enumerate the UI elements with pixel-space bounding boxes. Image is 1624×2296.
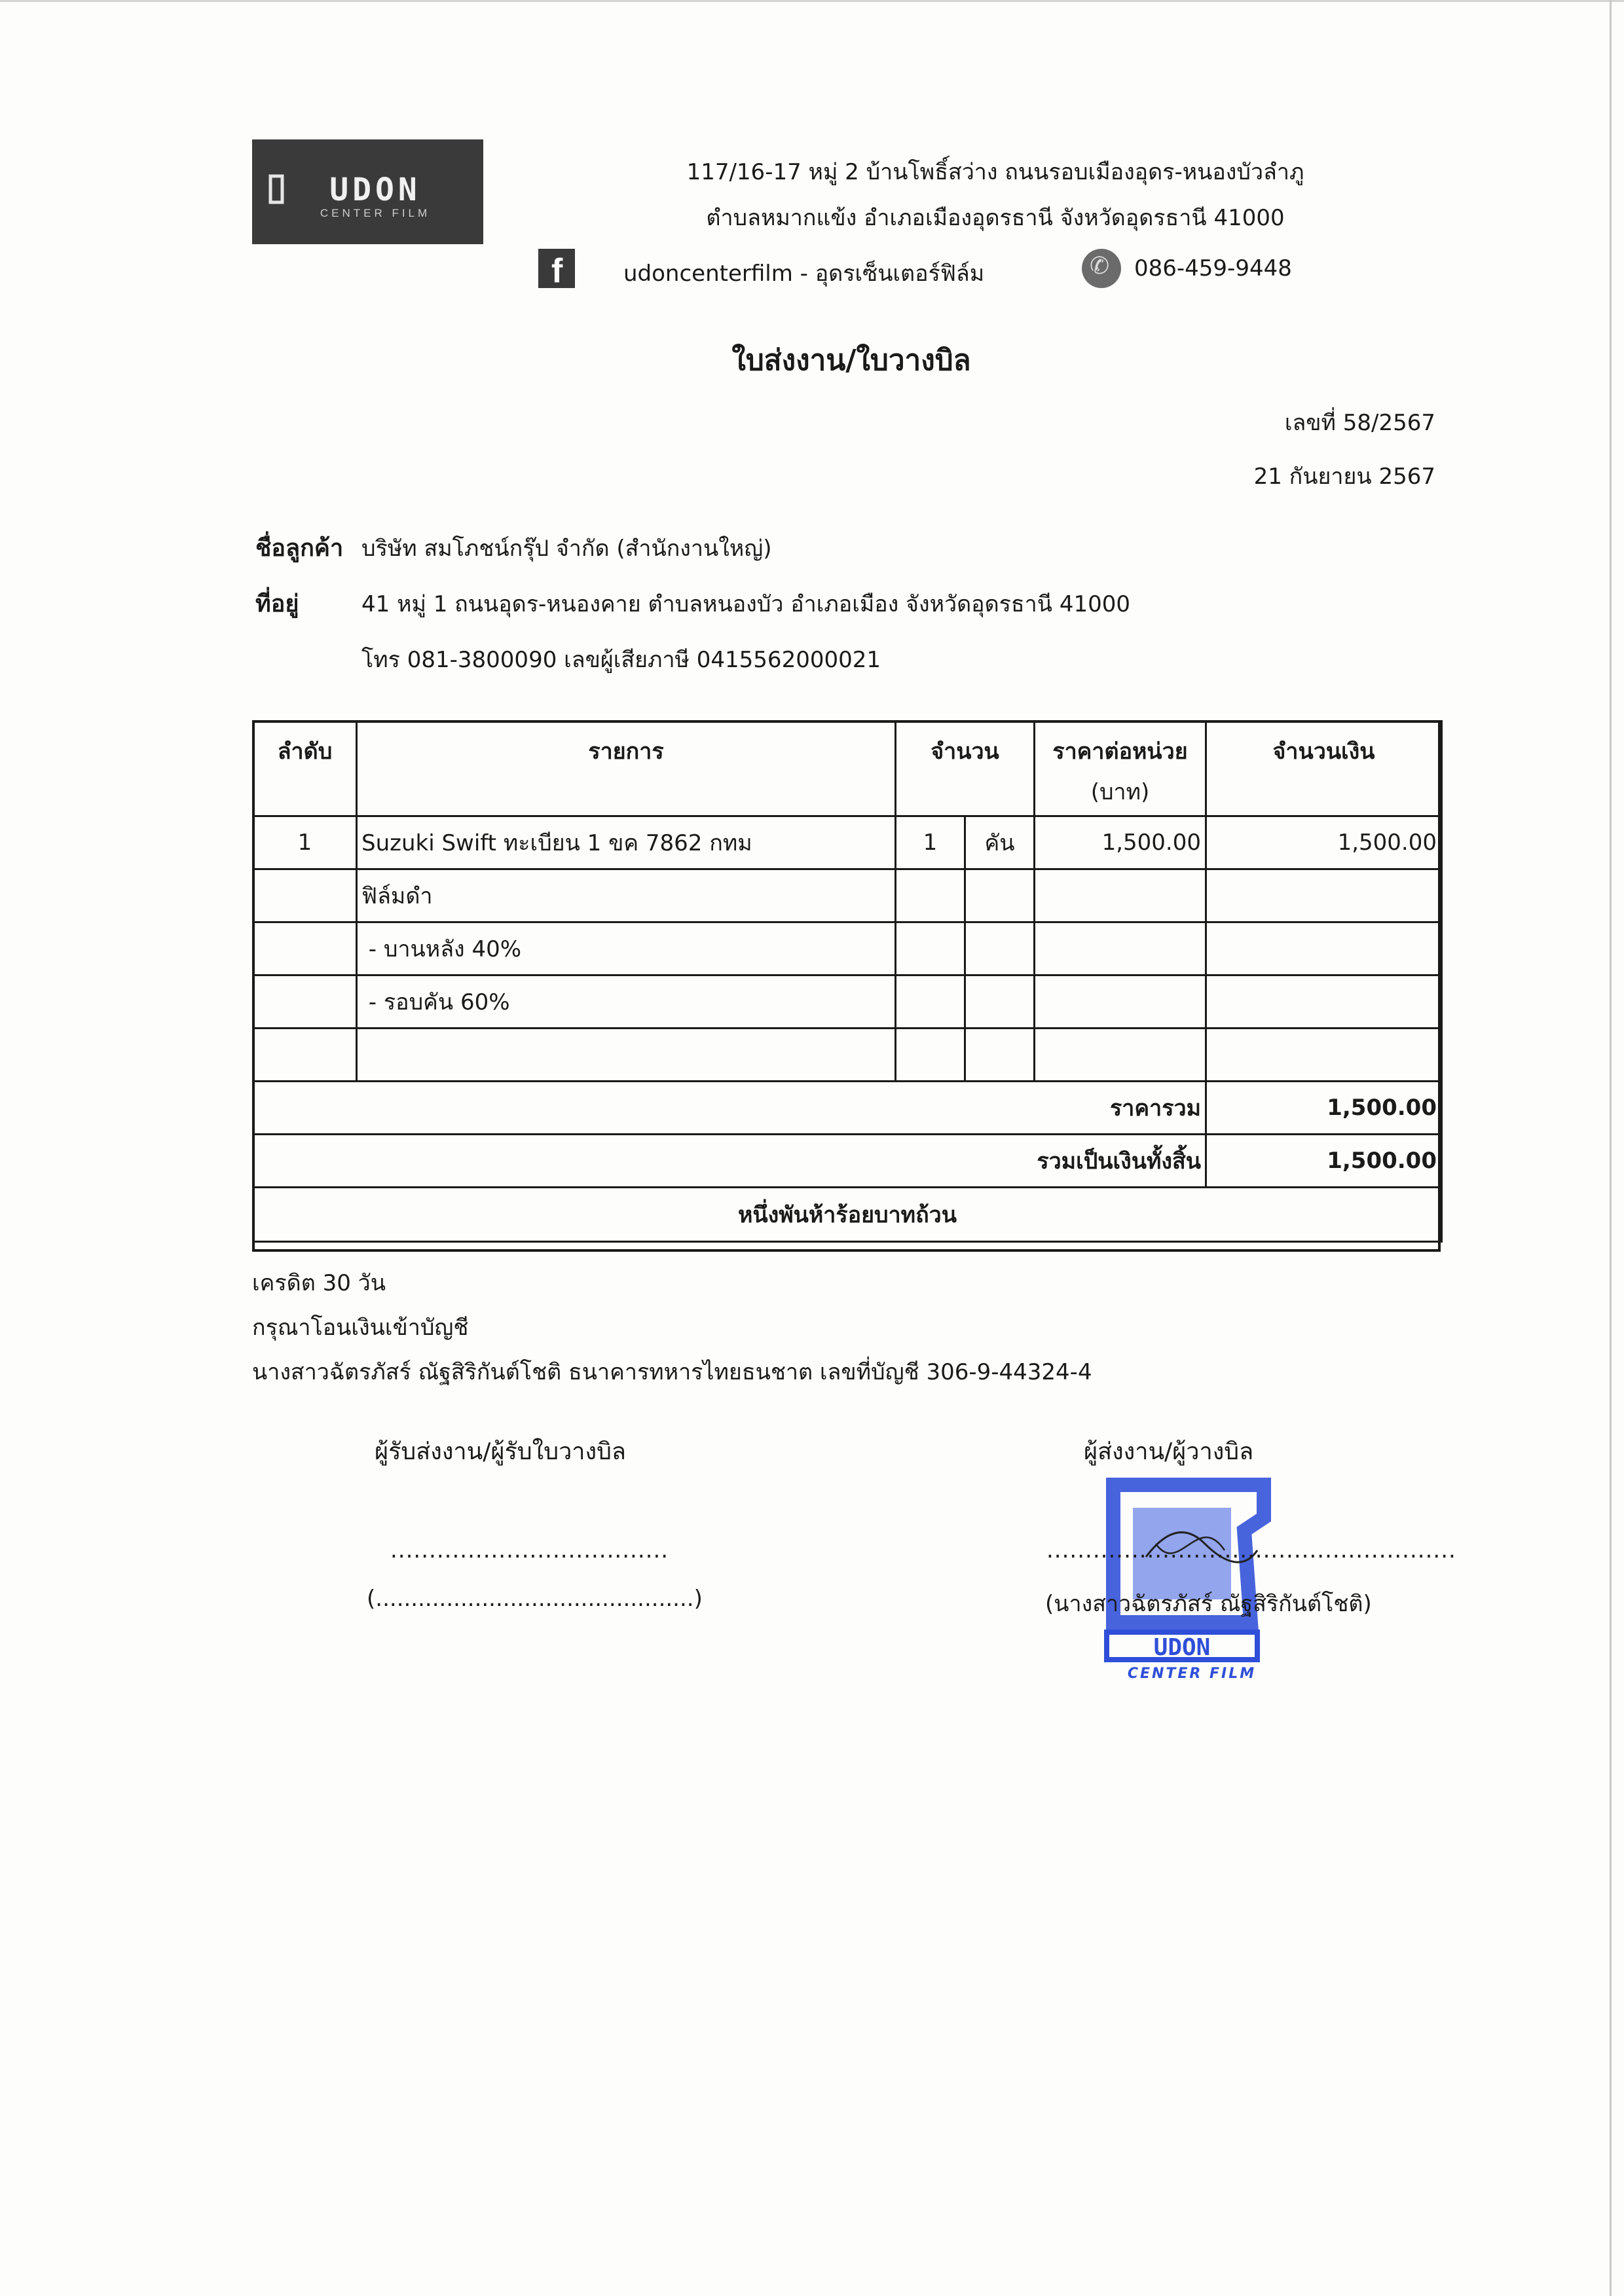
table-row — [253, 1029, 1442, 1082]
company-address-line2: ตำบลหมากแข้ง อำเภอเมืองอุดรธานี จังหวัดอุดรธานี 41000 — [706, 205, 1285, 231]
row-unit — [965, 922, 1035, 975]
row-qty — [896, 869, 965, 922]
stamp-logo-text: UDON — [1153, 1634, 1211, 1661]
row-price — [1035, 869, 1206, 922]
row-amount: 1,500.00 — [1206, 816, 1442, 869]
row-no — [253, 1029, 357, 1082]
header-qty: จำนวน — [896, 721, 1035, 816]
document-title: ใบส่งงาน/ใบวางบิล — [731, 344, 971, 377]
document-number: เลขที่ 58/2567 — [1284, 410, 1435, 436]
header-no: ลำดับ — [253, 721, 357, 816]
receiver-signature-line: .................................... — [390, 1537, 669, 1563]
total-words-row — [253, 1188, 1442, 1242]
company-logo — [252, 139, 483, 244]
customer-phone-tax: โทร 081-3800090 เลขผู้เสียภาษี 0415562000021 — [361, 647, 881, 673]
row-price — [1035, 975, 1206, 1029]
row-amount — [1206, 1029, 1442, 1082]
row-qty — [896, 1029, 965, 1082]
phone-icon: ✆ — [1082, 249, 1121, 288]
page-edge-top — [0, 0, 1624, 2]
total-value: 1,500.00 — [1206, 1135, 1442, 1188]
table-row — [253, 869, 1442, 922]
row-no — [253, 869, 357, 922]
subtotal-label: ราคารวม — [253, 1082, 1206, 1135]
row-amount — [1206, 922, 1442, 975]
receiver-label: ผู้รับส่งงาน/ผู้รับใบวางบิล — [375, 1438, 626, 1465]
total-row — [253, 1135, 1442, 1188]
row-price — [1035, 922, 1206, 975]
customer-address-label: ที่อยู่ — [255, 591, 299, 617]
company-stamp — [1094, 1472, 1290, 1681]
stamp-subtext: CENTER FILM — [1127, 1666, 1257, 1681]
company-address-line1: 117/16-17 หมู่ 2 บ้านโพธิ์สว่าง ถนนรอบเมืองอุดร-หนองบัวลำภู — [686, 159, 1304, 185]
row-amount — [1206, 975, 1442, 1029]
header-unit-price-line2: (บาท) — [1090, 779, 1150, 805]
receiver-name: (.............................................) — [367, 1586, 703, 1612]
logo-subtext: CENTER FILM — [320, 207, 431, 219]
row-no: 1 — [253, 816, 357, 869]
facebook-icon: f — [538, 249, 575, 288]
total-label: รวมเป็นเงินทั้งสิ้น — [253, 1135, 1206, 1188]
header-unit-price-line1: ราคาต่อหน่วย — [1052, 738, 1188, 765]
company-phone: 086-459-9448 — [1134, 255, 1292, 282]
sender-signature-line: ..................................................... — [1046, 1537, 1456, 1563]
row-qty: 1 — [896, 816, 965, 869]
row-item: ฟิล์มดำ — [357, 869, 896, 922]
row-item: - รอบคัน 60% — [357, 975, 896, 1029]
row-item — [357, 1029, 896, 1082]
row-item: - บานหลัง 40% — [357, 922, 896, 975]
row-no — [253, 975, 357, 1029]
row-unit: คัน — [965, 816, 1035, 869]
items-table — [252, 720, 1443, 1243]
row-unit — [965, 1029, 1035, 1082]
row-qty — [896, 975, 965, 1029]
credit-terms: เครดิต 30 วัน — [252, 1270, 386, 1296]
header-unit-price — [1035, 721, 1206, 816]
table-row — [253, 922, 1442, 975]
row-price — [1035, 1029, 1206, 1082]
subtotal-row — [253, 1082, 1442, 1135]
sender-label: ผู้ส่งงาน/ผู้วางบิล — [1084, 1438, 1254, 1465]
bank-account: นางสาวฉัตรภัสร์ ณัฐสิริกันต์โชติ ธนาคารทหารไทยธนชาต เลขที่บัญชี 306-9-44324-4 — [252, 1359, 1092, 1385]
header-item: รายการ — [357, 721, 896, 816]
table-row — [253, 975, 1442, 1029]
row-unit — [965, 869, 1035, 922]
row-amount — [1206, 869, 1442, 922]
customer-name-label: ชื่อลูกค้า — [255, 535, 344, 562]
row-unit — [965, 975, 1035, 1029]
row-item: Suzuki Swift ทะเบียน 1 ขค 7862 กทม — [357, 816, 896, 869]
customer-address: 41 หมู่ 1 ถนนอุดร-หนองคาย ตำบลหนองบัว อำเภอเมือง จังหวัดอุดรธานี 41000 — [361, 591, 1130, 617]
row-no — [253, 922, 357, 975]
table-row — [253, 816, 1442, 869]
row-qty — [896, 922, 965, 975]
sender-name: (นางสาวฉัตรภัสร์ ณัฐสิริกันต์โชติ) — [1045, 1591, 1372, 1617]
header-amount: จำนวนเงิน — [1206, 721, 1442, 816]
table-header-row — [253, 721, 1442, 816]
facebook-page: udoncenterfilm - อุดรเซ็นเตอร์ฟิล์ม — [623, 261, 985, 287]
logo-text: UDON — [329, 172, 421, 208]
customer-name: บริษัท สมโภชน์กรุ๊ป จำกัด (สำนักงานใหญ่) — [361, 536, 772, 562]
page-edge-right — [1610, 0, 1612, 2296]
total-in-words: หนึ่งพันห้าร้อยบาทถ้วน — [253, 1188, 1442, 1242]
document-date: 21 กันยายน 2567 — [1253, 464, 1435, 490]
row-price: 1,500.00 — [1035, 816, 1206, 869]
subtotal-value: 1,500.00 — [1206, 1082, 1442, 1135]
transfer-instruction: กรุณาโอนเงินเข้าบัญชี — [252, 1315, 469, 1341]
